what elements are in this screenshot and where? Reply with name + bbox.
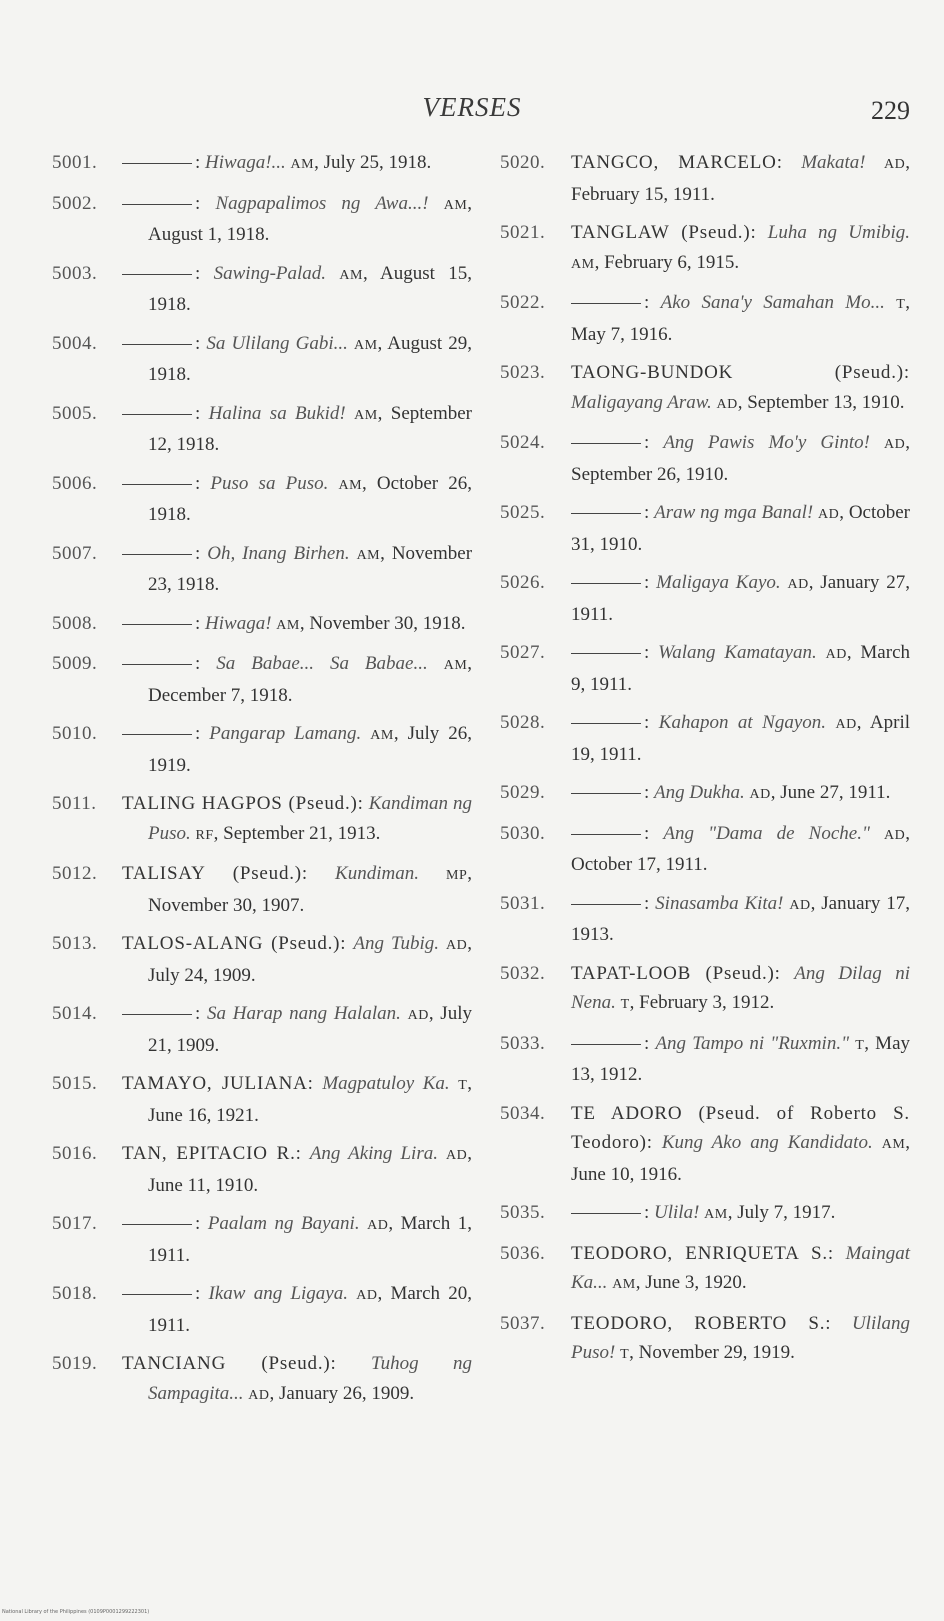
bibliography-entry: 5003. : Sawing-Palad. AM, August 15, 1918. bbox=[52, 259, 472, 320]
entry-date: , January 17, 1913. bbox=[571, 892, 911, 945]
entry-number: 5030. bbox=[500, 822, 546, 844]
entry-date: , August 29, 1918. bbox=[148, 332, 473, 385]
entry-source: AM bbox=[612, 1277, 636, 1292]
entry-title: Luha ng Umibig. bbox=[767, 222, 911, 243]
entry-date: , January 26, 1909. bbox=[269, 1382, 415, 1404]
ditto-dash bbox=[571, 443, 641, 444]
entry-source: AD bbox=[716, 396, 738, 412]
entry-author: TEODORO, ROBERTO S.: bbox=[571, 1312, 832, 1334]
entry-title: Sa Babae... Sa Babae... bbox=[216, 653, 428, 674]
entry-author: TALING HAGPOS (Pseud.): bbox=[122, 793, 364, 814]
entry-source: AM bbox=[290, 157, 315, 172]
entry-number: 5034. bbox=[500, 1102, 546, 1124]
entry-source: AD bbox=[835, 717, 857, 732]
entry-title: Araw ng mga Banal! bbox=[654, 502, 814, 523]
entry-number: 5023. bbox=[500, 362, 546, 383]
bibliography-entry: 5005. : Halina sa Bukid! AM, September 12, 1918. bbox=[52, 399, 472, 460]
entry-title: Kundiman. bbox=[335, 863, 419, 884]
entry-title: Ikaw ang Ligaya. bbox=[208, 1283, 348, 1304]
entry-date: , March 1, 1911. bbox=[148, 1213, 473, 1266]
bibliography-entry: 5007. : Oh, Inang Birhen. AM, November 23, 1918. bbox=[52, 539, 472, 600]
entry-title: Tuhog ng Sampagita... bbox=[148, 1353, 472, 1404]
entry-source: AM bbox=[881, 1137, 906, 1152]
entry-number: 5008. bbox=[52, 612, 98, 634]
entry-title: Pangarap Lamang. bbox=[209, 723, 362, 744]
entry-number: 5025. bbox=[500, 502, 546, 523]
entry-date: , June 11, 1910. bbox=[148, 1143, 473, 1196]
entry-source: AD bbox=[446, 1148, 468, 1163]
entry-number: 5027. bbox=[500, 642, 546, 663]
entry-number: 5031. bbox=[500, 892, 546, 914]
entry-number: 5001. bbox=[52, 152, 98, 173]
entry-author: TE ADORO (Pseud. of Roberto S. Teodoro): bbox=[571, 1102, 910, 1153]
entry-number: 5015. bbox=[52, 1073, 98, 1094]
entry-source: AD bbox=[407, 1008, 429, 1023]
entry-source: AD bbox=[825, 647, 847, 662]
entry-author: TANCIANG (Pseud.): bbox=[122, 1353, 337, 1374]
entry-source: AM bbox=[571, 256, 595, 272]
entry-source: AM bbox=[339, 267, 363, 283]
page-number: 229 bbox=[871, 96, 910, 125]
ditto-dash bbox=[571, 1044, 641, 1045]
entry-date: , August 1, 1918. bbox=[148, 192, 473, 245]
ditto-dash bbox=[122, 274, 192, 275]
bibliography-entry bbox=[500, 1309, 910, 1370]
entry-title: Ako Sana'y Samahan Mo... bbox=[660, 292, 885, 313]
entry-author: TAPAT-LOOB (Pseud.): bbox=[571, 962, 781, 984]
bibliography-entry: 5035. : Ulila! AM, July 7, 1917. bbox=[500, 1198, 910, 1230]
entry-source: T bbox=[458, 1078, 468, 1093]
entry-title: Ulilang Puso! bbox=[571, 1312, 910, 1363]
entry-number: 5024. bbox=[500, 432, 546, 453]
bibliography-entry: 5022. : Ako Sana'y Samahan Mo... T, May 7, 1916. bbox=[500, 288, 910, 349]
entry-date: , April 19, 1911. bbox=[571, 712, 911, 765]
entry-title: Makata! bbox=[801, 152, 866, 173]
entry-source: AM bbox=[276, 617, 300, 633]
entry-title: Ulila! bbox=[654, 1202, 700, 1223]
entry-date: , August 15, 1918. bbox=[148, 262, 472, 315]
entry-title: Puso sa Puso. bbox=[210, 472, 329, 494]
entry-date: , February 3, 1912. bbox=[629, 992, 775, 1013]
entry-title: Ang Dilag ni Nena. bbox=[571, 962, 911, 1013]
entry-title: Hiwaga! bbox=[205, 612, 272, 634]
entry-number: 5035. bbox=[500, 1202, 546, 1223]
entry-date: , February 15, 1911. bbox=[571, 152, 910, 205]
entry-number: 5019. bbox=[52, 1353, 98, 1374]
entry-title: Magpatuloy Ka. bbox=[322, 1073, 450, 1094]
entry-source: AM bbox=[353, 337, 378, 353]
bibliography-entry bbox=[52, 789, 472, 850]
entry-source: AM bbox=[443, 197, 468, 213]
entry-date: , November 30, 1907. bbox=[148, 863, 472, 916]
entry-date: , July 26, 1919. bbox=[148, 723, 472, 776]
running-title: VERSES bbox=[422, 92, 522, 122]
entry-date: , May 13, 1912. bbox=[571, 1032, 911, 1085]
entry-number: 5016. bbox=[52, 1143, 98, 1164]
entry-title: Ang Tubig. bbox=[353, 933, 440, 954]
ditto-dash bbox=[571, 1213, 641, 1214]
entry-date: , June 10, 1916. bbox=[571, 1132, 911, 1185]
entry-source: AD bbox=[818, 507, 840, 522]
bibliography-entry: 5001. : Hiwaga!... AM, July 25, 1918. bbox=[52, 148, 472, 180]
entry-title: Paalam ng Bayani. bbox=[207, 1213, 360, 1234]
ditto-dash bbox=[571, 723, 641, 724]
entry-title: Ang Tampo ni "Ruxmin." bbox=[655, 1032, 850, 1054]
ditto-dash bbox=[122, 734, 192, 735]
bibliography-entry: 5008. : Hiwaga! AM, November 30, 1918. bbox=[52, 609, 472, 641]
entry-author: TALISAY (Pseud.): bbox=[122, 863, 309, 884]
entry-title: Hiwaga!... bbox=[205, 152, 286, 173]
ditto-dash bbox=[122, 1014, 192, 1015]
ditto-dash bbox=[122, 484, 192, 485]
entry-date: , May 7, 1916. bbox=[571, 292, 910, 345]
entry-title: Maligaya Kayo. bbox=[656, 572, 781, 593]
entry-number: 5012. bbox=[52, 863, 98, 884]
bibliography-entry: 5006. : Puso sa Puso. AM, October 26, 1918. bbox=[52, 469, 472, 530]
entry-source: MP bbox=[446, 868, 468, 883]
bibliography-entry bbox=[52, 1069, 472, 1130]
entry-number: 5004. bbox=[52, 332, 98, 354]
entry-title: Maligayang Araw. bbox=[571, 391, 712, 413]
entry-source: AM bbox=[704, 1207, 728, 1222]
entry-number: 5026. bbox=[500, 572, 546, 593]
bibliography-entry: 5029. : Ang Dukha. AD, June 27, 1911. bbox=[500, 778, 910, 810]
entry-number: 5032. bbox=[500, 962, 546, 984]
entry-title: Walang Kamatayan. bbox=[658, 642, 817, 663]
bibliography-entry: 5009. : Sa Babae... Sa Babae... AM, December 7, 1918. bbox=[52, 649, 472, 710]
entry-date: , July 21, 1909. bbox=[148, 1003, 472, 1056]
entry-date: , November 23, 1918. bbox=[148, 542, 473, 595]
entry-title: Nagpapalimos ng Awa...! bbox=[215, 192, 429, 214]
ditto-dash bbox=[571, 793, 641, 794]
entry-date: , June 3, 1920. bbox=[635, 1272, 747, 1293]
entry-date: , March 9, 1911. bbox=[571, 642, 911, 695]
bibliography-entry bbox=[500, 1239, 910, 1300]
bibliography-entry: 5004. : Sa Ulilang Gabi... AM, August 29, 1918. bbox=[52, 329, 472, 390]
entry-number: 5007. bbox=[52, 542, 98, 564]
bibliography-entry: 5017. : Paalam ng Bayani. AD, March 1, 1911. bbox=[52, 1209, 472, 1270]
entry-author: TEODORO, ENRIQUETA S.: bbox=[571, 1242, 835, 1264]
footer-credit: National Library of the Philippines (0109P0001299222301) bbox=[2, 1609, 150, 1615]
entry-date: , September 13, 1910. bbox=[737, 391, 905, 413]
entry-date: , October 26, 1918. bbox=[148, 472, 473, 525]
ditto-dash bbox=[571, 653, 641, 654]
entry-title: Kahapon at Ngayon. bbox=[658, 712, 827, 733]
right-column bbox=[500, 148, 910, 1379]
bibliography-entry bbox=[52, 859, 472, 920]
ditto-dash bbox=[122, 204, 192, 205]
entry-author: TALOS-ALANG (Pseud.): bbox=[122, 933, 347, 954]
entry-title: Sa Ulilang Gabi... bbox=[206, 332, 348, 354]
left-column bbox=[52, 148, 472, 1419]
bibliography-entry: 5033. : Ang Tampo ni "Ruxmin." T, May 13, 1912. bbox=[500, 1029, 910, 1090]
bibliography-entry bbox=[52, 929, 472, 990]
entry-source: AD bbox=[787, 577, 809, 592]
entry-title: Ang "Dama de Noche." bbox=[663, 822, 870, 844]
ditto-dash bbox=[122, 1224, 192, 1225]
entry-date: , October 31, 1910. bbox=[571, 502, 911, 555]
entry-number: 5029. bbox=[500, 782, 546, 803]
ditto-dash bbox=[122, 414, 192, 415]
ditto-dash bbox=[122, 344, 192, 345]
entry-date: , September 12, 1918. bbox=[148, 402, 473, 455]
entry-source: AD bbox=[884, 437, 906, 452]
entry-number: 5022. bbox=[500, 292, 546, 313]
entry-title: Ang Dukha. bbox=[654, 782, 745, 803]
entry-author: TAONG-BUNDOK (Pseud.): bbox=[571, 362, 910, 383]
entry-date: , July 25, 1918. bbox=[314, 152, 432, 173]
entry-source: AD bbox=[248, 1387, 270, 1403]
bibliography-entry: 5027. : Walang Kamatayan. AD, March 9, 1911. bbox=[500, 638, 910, 699]
entry-title: Halina sa Bukid! bbox=[208, 402, 346, 424]
entry-source: AD bbox=[367, 1218, 389, 1233]
ditto-dash bbox=[571, 583, 641, 584]
entry-source: AD bbox=[356, 1288, 378, 1303]
entry-number: 5021. bbox=[500, 222, 546, 243]
entry-number: 5028. bbox=[500, 712, 546, 733]
entry-source: AD bbox=[789, 897, 811, 913]
entry-date: , June 16, 1921. bbox=[148, 1073, 473, 1126]
entry-number: 5018. bbox=[52, 1283, 98, 1304]
bibliography-entry: 5025. : Araw ng mga Banal! AD, October 31, 1910. bbox=[500, 498, 910, 559]
bibliography-entry bbox=[500, 959, 910, 1020]
entry-author: TANGCO, MARCELO: bbox=[571, 152, 783, 173]
entry-date: , June 27, 1911. bbox=[770, 782, 891, 803]
entry-date: , February 6, 1915. bbox=[594, 251, 740, 273]
bibliography-entry: 5014. : Sa Harap nang Halalan. AD, July 21, 1909. bbox=[52, 999, 472, 1060]
entry-source: AD bbox=[749, 787, 771, 802]
entry-author: TAN, EPITACIO R.: bbox=[122, 1143, 302, 1164]
entry-date: , July 7, 1917. bbox=[727, 1202, 836, 1223]
entry-date: , September 21, 1913. bbox=[213, 822, 381, 844]
ditto-dash bbox=[122, 163, 192, 164]
entry-source: RF bbox=[195, 827, 214, 843]
bibliography-entry: 5010. : Pangarap Lamang. AM, July 26, 1919. bbox=[52, 719, 472, 780]
ditto-dash bbox=[122, 624, 192, 625]
entry-number: 5013. bbox=[52, 933, 98, 954]
entry-author: TANGLAW (Pseud.): bbox=[571, 222, 757, 243]
entry-number: 5003. bbox=[52, 262, 98, 284]
entry-date: , January 27, 1911. bbox=[571, 572, 910, 625]
bibliography-entry bbox=[500, 148, 910, 209]
entry-number: 5017. bbox=[52, 1213, 98, 1234]
entry-title: Ang Aking Lira. bbox=[309, 1143, 438, 1164]
entry-title: Sawing-Palad. bbox=[213, 262, 327, 284]
ditto-dash bbox=[122, 664, 192, 665]
entry-source: AD bbox=[884, 157, 906, 172]
entry-title: Oh, Inang Birhen. bbox=[207, 542, 350, 564]
entry-source: AM bbox=[370, 728, 394, 743]
entry-title: Ang Pawis Mo'y Ginto! bbox=[663, 432, 870, 453]
entry-source: AD bbox=[884, 827, 906, 843]
entry-number: 5037. bbox=[500, 1312, 546, 1334]
bibliography-entry bbox=[52, 1349, 472, 1410]
entry-number: 5009. bbox=[52, 653, 98, 674]
bibliography-entry: 5018. : Ikaw ang Ligaya. AD, March 20, 1911. bbox=[52, 1279, 472, 1340]
entry-source: T bbox=[620, 1347, 630, 1362]
entry-source: AM bbox=[356, 547, 381, 563]
bibliography-entry bbox=[52, 1139, 472, 1200]
entry-date: , October 17, 1911. bbox=[571, 822, 911, 875]
page-header bbox=[0, 92, 944, 132]
entry-date: , July 24, 1909. bbox=[148, 933, 473, 986]
entry-title: Maingat Ka... bbox=[571, 1242, 910, 1293]
entry-source: T bbox=[896, 297, 906, 312]
entry-number: 5002. bbox=[52, 192, 98, 214]
bibliography-entry: 5031. : Sinasamba Kita! AD, January 17, 1913. bbox=[500, 889, 910, 950]
entry-number: 5005. bbox=[52, 402, 98, 424]
entry-number: 5010. bbox=[52, 723, 98, 744]
entry-number: 5006. bbox=[52, 472, 98, 494]
ditto-dash bbox=[571, 834, 641, 835]
bibliography-entry: 5026. : Maligaya Kayo. AD, January 27, 1911. bbox=[500, 568, 910, 629]
entry-number: 5033. bbox=[500, 1032, 546, 1054]
entry-source: AM bbox=[354, 407, 378, 423]
bibliography-entry: 5028. : Kahapon at Ngayon. AD, April 19, 1911. bbox=[500, 708, 910, 769]
entry-title: Kung Ako ang Kandidato. bbox=[661, 1132, 873, 1153]
bibliography-entry bbox=[500, 218, 910, 279]
entry-number: 5036. bbox=[500, 1242, 546, 1264]
entry-date: , November 29, 1919. bbox=[629, 1342, 795, 1363]
entry-title: Kandiman ng Puso. bbox=[148, 793, 472, 844]
bibliography-entry: 5030. : Ang "Dama de Noche." AD, October 17, 1911. bbox=[500, 819, 910, 880]
entry-date: , March 20, 1911. bbox=[148, 1283, 473, 1336]
entry-number: 5011. bbox=[52, 793, 97, 814]
entry-source: AD bbox=[446, 938, 468, 953]
entry-source: T bbox=[620, 997, 630, 1012]
ditto-dash bbox=[122, 554, 192, 555]
entry-author: TAMAYO, JULIANA: bbox=[122, 1073, 314, 1094]
ditto-dash bbox=[122, 1294, 192, 1295]
ditto-dash bbox=[571, 303, 641, 304]
entry-title: Sa Harap nang Halalan. bbox=[207, 1003, 401, 1024]
entry-source: T bbox=[855, 1037, 865, 1053]
entry-source: AM bbox=[338, 477, 363, 493]
entry-source: AM bbox=[443, 658, 468, 673]
ditto-dash bbox=[571, 904, 641, 905]
bibliography-entry: 5002. : Nagpapalimos ng Awa...! AM, August 1, 1918. bbox=[52, 189, 472, 250]
bibliography-entry bbox=[500, 358, 910, 419]
entry-number: 5020. bbox=[500, 152, 546, 173]
entry-date: , November 30, 1918. bbox=[299, 612, 466, 634]
entry-title: Sinasamba Kita! bbox=[655, 892, 784, 914]
bibliography-entry bbox=[500, 1099, 910, 1190]
entry-date: , December 7, 1918. bbox=[148, 653, 473, 706]
ditto-dash bbox=[571, 513, 641, 514]
bibliography-entry: 5024. : Ang Pawis Mo'y Ginto! AD, September 26, 1910. bbox=[500, 428, 910, 489]
entry-number: 5014. bbox=[52, 1003, 98, 1024]
entry-date: , September 26, 1910. bbox=[571, 432, 910, 485]
